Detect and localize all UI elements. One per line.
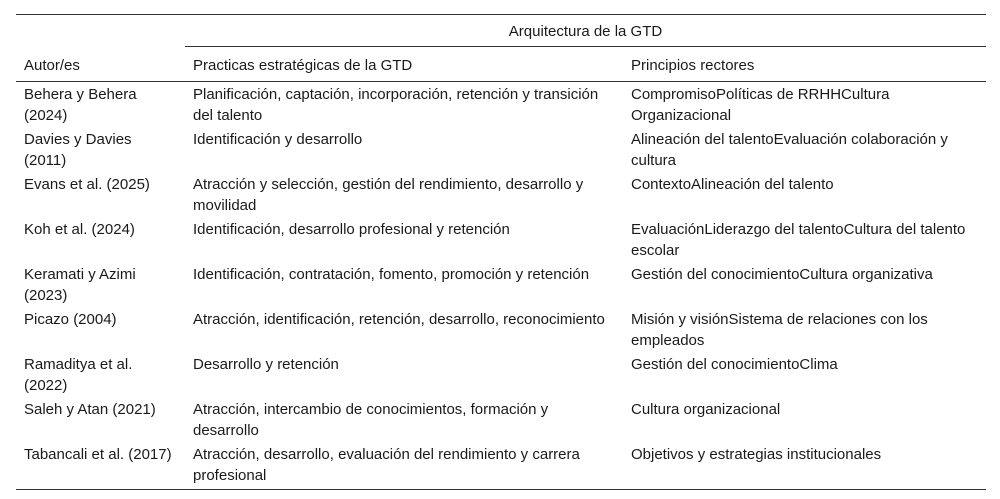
table-body (16, 82, 986, 490)
gtd-table-container (16, 14, 986, 490)
table-row (16, 127, 986, 172)
cell-practicas: Atracción, desarrollo, evaluación del rendimiento y carrera profesional (185, 442, 623, 490)
cell-principios: CompromisoPolíticas de RRHHCultura Organizacional (631, 86, 890, 124)
cell-autor: Koh et al. (2024) (24, 221, 135, 238)
cell-autor: Evans et al. (2025) (24, 176, 150, 193)
table-row (16, 172, 986, 217)
cell-practicas: Identificación y desarrollo (193, 131, 363, 148)
cell-practicas: Desarrollo y retención (193, 356, 339, 373)
cell-autor: Ramaditya et al. (2022) (24, 356, 133, 394)
cell-principios: Cultura organizacional (631, 401, 781, 418)
cell-autor: Behera y Behera (2024) (24, 86, 137, 124)
column-header-row (16, 47, 986, 82)
cell-principios: EvaluaciónLiderazgo del talentoCultura del talento escolar (631, 221, 966, 259)
cell-autor: Keramati y Azimi (2023) (24, 266, 136, 304)
cell-principios: Alineación del talentoEvaluación colaboración y cultura (631, 131, 948, 169)
group-header-spacer (16, 15, 185, 47)
cell-autor: Saleh y Atan (2021) (24, 401, 156, 418)
table-row (16, 217, 986, 262)
cell-autor: Picazo (2004) (24, 311, 117, 328)
table-row (16, 262, 986, 307)
cell-practicas: Identificación, contratación, fomento, promoción y retención (193, 266, 590, 283)
table-row (16, 82, 986, 128)
cell-autor: Tabancali et al. (2017) (16, 442, 185, 490)
group-header-row (16, 15, 986, 47)
column-header-principios: Principios rectores (623, 47, 986, 82)
cell-practicas: Atracción, intercambio de conocimientos, formación y desarrollo (193, 401, 549, 439)
cell-practicas: Planificación, captación, incorporación, retención y transición del talento (193, 86, 599, 124)
cell-principios: Misión y visiónSistema de relaciones con los empleados (631, 311, 928, 349)
table-row (16, 352, 986, 397)
gtd-architecture-table (16, 14, 986, 490)
table-row (16, 397, 986, 442)
cell-practicas: Atracción y selección, gestión del rendimiento, desarrollo y movilidad (193, 176, 584, 214)
column-header-practicas: Practicas estratégicas de la GTD (185, 47, 623, 82)
cell-principios: ContextoAlineación del talento (631, 176, 834, 193)
group-header-cell: Arquitectura de la GTD (185, 15, 986, 47)
cell-principios: Objetivos y estrategias institucionales (623, 442, 986, 490)
cell-principios: Gestión del conocimientoCultura organizativa (631, 266, 933, 283)
table-row (16, 307, 986, 352)
cell-practicas: Atracción, identificación, retención, desarrollo, reconocimiento (193, 311, 605, 328)
cell-practicas: Identificación, desarrollo profesional y retención (193, 221, 510, 238)
cell-principios: Gestión del conocimientoClima (631, 356, 838, 373)
column-header-autor: Autor/es (16, 47, 185, 82)
table-row (16, 442, 986, 490)
cell-autor: Davies y Davies (2011) (24, 131, 132, 169)
